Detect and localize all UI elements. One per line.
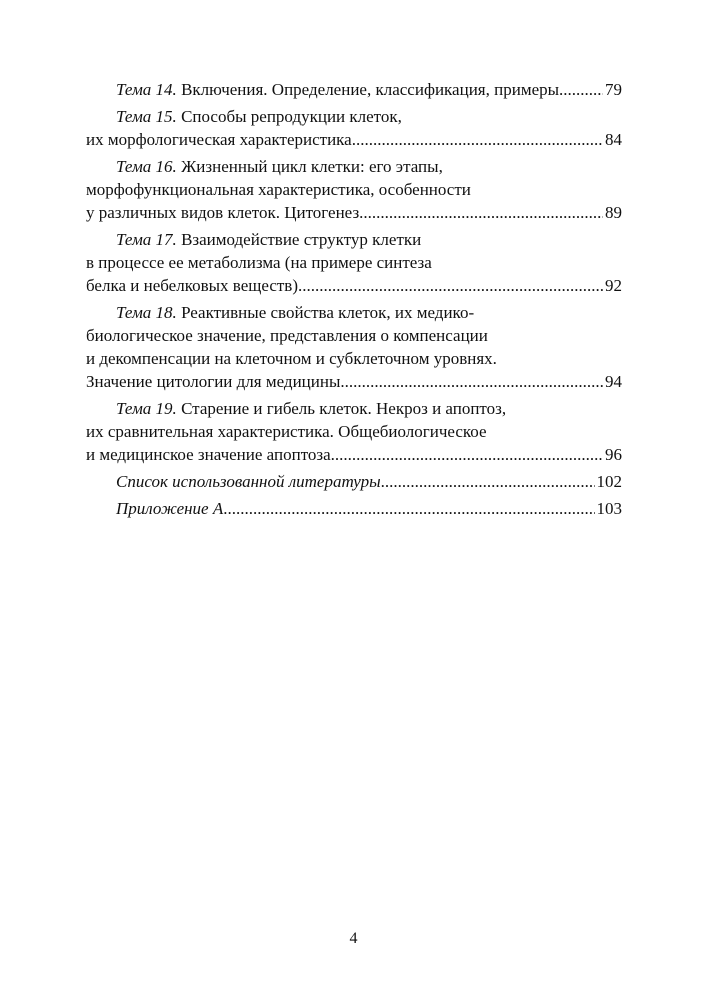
topic-title: Значение цитологии для медицины: [86, 372, 341, 391]
topic-title: Взаимодействие структур клетки: [176, 230, 422, 249]
toc-entry-topic-19[interactable]: [86, 397, 622, 466]
table-of-contents: [86, 78, 622, 524]
leader-dots: [223, 497, 594, 520]
page-ref: 79: [605, 80, 622, 99]
page-ref: 94: [605, 372, 622, 391]
leader-dots: [381, 470, 595, 493]
page-ref: 103: [596, 499, 622, 518]
topic-title: белка и небелковых веществ): [86, 276, 298, 295]
toc-line: [86, 497, 622, 520]
topic-title: у различных видов клеток. Цитогенез: [86, 203, 360, 222]
toc-line: морфофункциональная характеристика, особенности: [86, 180, 471, 199]
topic-title: Способы репродукции клеток,: [176, 107, 402, 126]
toc-line: [86, 397, 622, 420]
toc-line: [86, 301, 622, 324]
page-number: 4: [349, 930, 358, 947]
topic-title: Жизненный цикл клетки: его этапы,: [176, 157, 443, 176]
topic-number: Тема 19.: [116, 399, 177, 418]
toc-line: [86, 155, 622, 178]
toc-line: [86, 443, 622, 466]
topic-number: Тема 18.: [116, 303, 177, 322]
topic-number: Тема 15.: [116, 107, 177, 126]
toc-entry-topic-17[interactable]: [86, 228, 622, 297]
page-ref: 102: [596, 472, 622, 491]
toc-line: [86, 105, 622, 128]
topic-title: Старение и гибель клеток. Некроз и апоптоз,: [176, 399, 507, 418]
leader-dots: [359, 201, 603, 224]
topic-number: Тема 16.: [116, 157, 177, 176]
toc-entry-topic-15[interactable]: [86, 105, 622, 151]
toc-line: [86, 78, 622, 101]
topic-number: Тема 14.: [116, 80, 177, 99]
topic-title: их морфологическая характеристика: [86, 130, 352, 149]
toc-line: [86, 274, 622, 297]
leader-dots: [559, 78, 603, 101]
topic-title: Реактивные свойства клеток, их медико-: [176, 303, 475, 322]
page-ref: 96: [605, 445, 622, 464]
toc-entry-appendix[interactable]: [86, 497, 622, 520]
toc-entry-topic-18[interactable]: [86, 301, 622, 393]
toc-line: и декомпенсации на клеточном и субклеточном уровнях.: [86, 349, 497, 368]
toc-line: [86, 128, 622, 151]
appendix-label: Приложение А: [116, 499, 224, 518]
references-label: Список использованной литературы: [116, 472, 381, 491]
page-ref: 89: [605, 203, 622, 222]
topic-title: и медицинское значение апоптоза: [86, 445, 331, 464]
topic-title: Включения. Определение, классификация, примеры: [176, 80, 560, 99]
page-ref: 84: [605, 130, 622, 149]
leader-dots: [331, 443, 603, 466]
toc-line: [86, 228, 622, 251]
toc-entry-references[interactable]: [86, 470, 622, 493]
leader-dots: [352, 128, 603, 151]
toc-line: [86, 370, 622, 393]
toc-entry-topic-14[interactable]: [86, 78, 622, 101]
leader-dots: [298, 274, 603, 297]
toc-line: в процессе ее метаболизма (на примере синтеза: [86, 253, 432, 272]
toc-line: их сравнительная характеристика. Общебиологическое: [86, 422, 487, 441]
page-ref: 92: [605, 276, 622, 295]
topic-number: Тема 17.: [116, 230, 177, 249]
leader-dots: [340, 370, 603, 393]
toc-line: биологическое значение, представления о компенсации: [86, 326, 488, 345]
toc-line: [86, 201, 622, 224]
toc-line: [86, 470, 622, 493]
toc-entry-topic-16[interactable]: [86, 155, 622, 224]
